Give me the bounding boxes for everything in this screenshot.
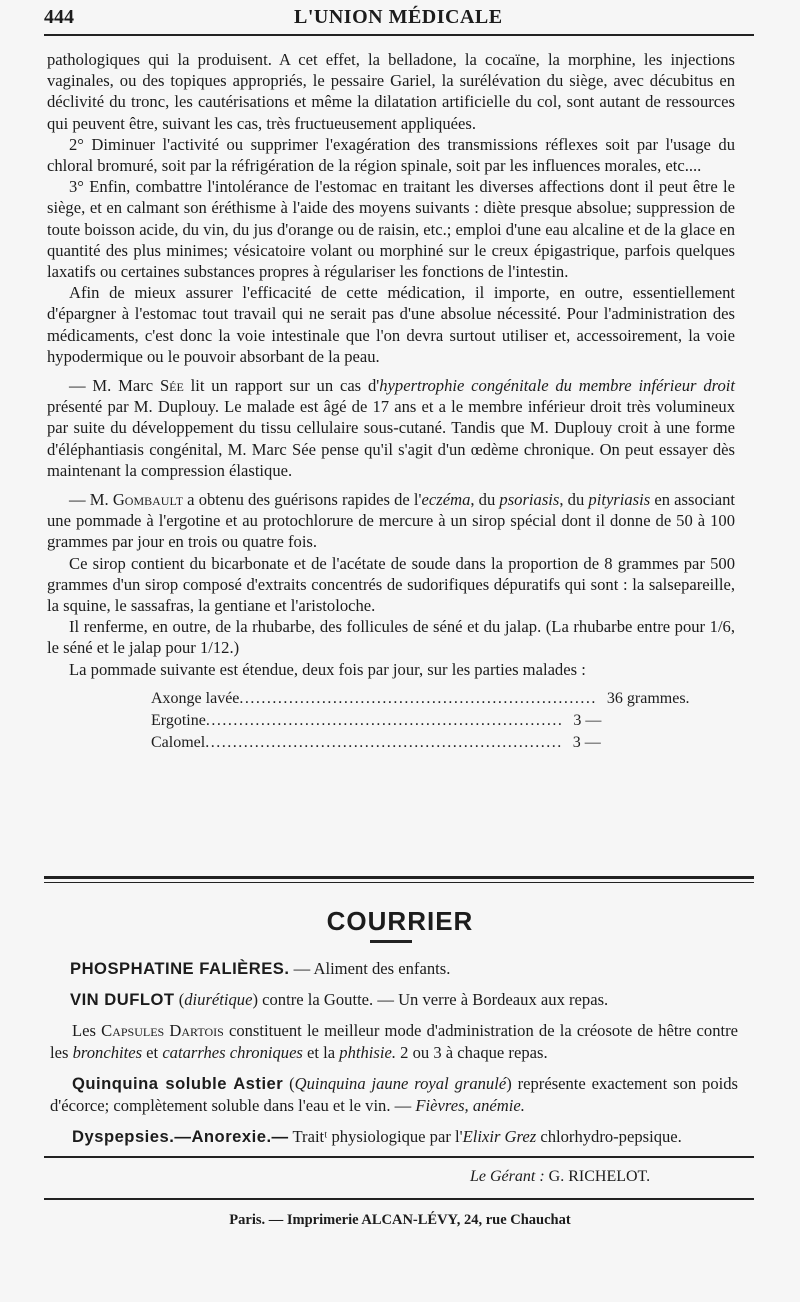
formula-dose: 3 — [573,711,602,729]
running-title: L'UNION MÉDICALE [294,6,503,28]
ad-text: 2 ou 3 à chaque repas. [396,1043,548,1062]
ad-italic: catarrhes chroniques [162,1043,303,1062]
ad-text: Traitᵗ physiologique par l' [288,1127,463,1146]
formula-ingredient: Ergotine [151,711,206,729]
page-number: 444 [44,6,74,28]
ad-text: Les [72,1021,102,1040]
ad-italic: phthisie. [339,1043,396,1062]
italic-term: pityriasis [588,490,651,510]
formula-ingredient: Axonge lavée [151,689,240,707]
header-rule [44,34,754,36]
paragraph-2: 2° Diminuer l'activité ou supprimer l'exagération des transmissions réflexes soit par l'usage du chloral bromuré, soit par la réfrigération de la région spinale, soit par les influences morales, etc.... [47,134,735,176]
gerant-signature [470,1168,650,1186]
ad-text: ( [174,990,185,1009]
paragraph-sirop: Ce sirop contient du bicarbonate et de l'acétate de soude dans la proportion de 8 grammes par 500 grammes d'un sirop composé d'extraits concentrés de sudorifiques dépuratifs qui sont : la salsepareille, la squine, le sassafras, la gentiane et l'aristoloche. [47,553,735,616]
formula-ingredient: Calomel [151,733,206,751]
formula-dose: 36 grammes. [606,689,690,707]
formula-table [151,688,690,754]
paragraph-4: Afin de mieux assurer l'efficacité de cette médication, il importe, en outre, essentiellement d'épargner à l'estomac tout travail qui ne serait pas d'une absolue nécessité. Pour l'administration des médicaments, c'est donc la voie intestinale que l'on devra surtout utiliser et, accessoirement, la voie hypodermique ou le pouvoir absorbant de la peau. [47,283,735,366]
formula-dose: 3 — [572,733,601,751]
ad-vin-duflot [50,989,738,1011]
courrier-ads [50,958,738,1157]
text: présenté par M. Duplouy. Le malade est âgé de 17 ans et a le membre inférieur droit très volumineux par suite du développement du tissu cellulaire sous-cutané. Tandis que M. Duplouy croit à une forme d'éléphantiasis congénital, M. Marc Sée pense qu'il s'agit d'un œdème chronique. On peut essayer dès maintenant la compression élastique. [47,397,735,480]
leader-dots: ................................................................. [239,689,597,707]
paragraph-see-report [47,375,735,481]
ad-italic: Elixir Grez [462,1127,537,1146]
paragraph-1: pathologiques qui la produisent. A cet effet, la belladone, la cocaïne, la morphine, les injections vaginales, ou des topiques appropriés, le pessaire Gariel, la surélévation du siège, avec décubitus en déclivité du tronc, les cautérisations et même la dilatation artificielle du col, sont autant de ressources qui peuvent être, suivant les cas, très fructueusement appliquées. [47,50,735,133]
ad-brand: Quinquina soluble Astier [72,1074,284,1093]
author-name: Sée [159,376,184,396]
italic-term: eczéma [421,490,471,510]
courrier-heading: COURRIER [326,906,474,936]
section-rule-thick [44,876,754,879]
ad-brand: PHOSPHATINE FALIÈRES. [70,959,290,978]
paragraph-rhubarbe: Il renferme, en outre, de la rhubarbe, des follicules de séné et du jalap. (La rhubarbe entre pour 1/6, le séné et le jalap pour 1/12.) [47,617,735,658]
gerant-label: Le Gérant : [470,1168,545,1185]
ad-brand: Capsules Dartois [101,1021,224,1040]
ad-italic: bronchites [72,1043,143,1062]
ad-text: et [142,1043,163,1062]
section-rule-thin [44,882,754,883]
gerant-name: G. RICHELOT. [544,1168,651,1185]
article-body [47,49,735,754]
paragraph-3: 3° Enfin, combattre l'intolérance de l'estomac en traitant les diverses affections dont il peut être le siège, et en calmant son éréthisme à l'aide des moyens suivants : diète presque absolue; suppression de toute boisson acide, du vin, du jus d'orange ou de raisin, etc.; emploi d'une eau alcaline et de la glace en quantité des plus minimes; vésicatoire volant ou morphiné sur le creux épigastrique, parfois quelques laxatifs ou certaines substances propres à régulariser les fonctions de l'intestin. [47,177,735,282]
formula-row [151,710,621,732]
formula-row [151,688,690,710]
ad-text: ) contre la Goutte. — Un verre à Bordeaux aux repas. [252,990,609,1009]
text: , du [470,490,500,510]
page-header [44,4,744,32]
footer-rule-top [44,1156,754,1158]
paragraph-pommade: La pommade suivante est étendue, deux fois par jour, sur les parties malades : [69,659,586,679]
heading-underline [370,940,412,943]
leader-dots: ................................................................. [205,711,564,729]
ad-text: chlorhydro-pepsique. [536,1127,682,1146]
ad-phosphatine [50,958,738,980]
leader-dots: ................................................................. [205,733,563,751]
ad-italic: Fièvres, anémie. [415,1096,525,1115]
text: — M. [69,490,113,510]
ad-capsules-dartois [50,1020,738,1064]
italic-term: hypertrophie congénitale du membre inférieur droit [379,376,735,396]
ad-brand: Dyspepsies.—Anorexie.— [72,1127,289,1146]
text: a obtenu des guérisons rapides de l' [183,490,422,510]
text: en associant une pommade à l'ergotine et au protochlorure de mercure à un sirop spécial dont il donne de 50 à 100 grammes par jour en trois ou quatre fois. [47,490,735,552]
ad-quinquina-astier [50,1073,738,1117]
text: lit un rapport sur un cas d' [183,376,380,396]
ad-brand: VIN DUFLOT [70,990,175,1009]
text: — M. Marc [69,376,160,396]
ad-text: constituent le meilleur mode d'administration de la créosote de hêtre contre les [50,1021,738,1062]
footer-rule-bottom [44,1198,754,1200]
ad-text: ) représente exactement son poids d'écorce; complètement soluble dans l'eau et le vin. — [50,1074,738,1115]
imprint-line: Paris. — Imprimerie ALCAN-LÉVY, 24, rue Chauchat [229,1212,571,1228]
ad-elixir-grez [50,1126,738,1148]
ad-text: — Aliment des enfants. [289,959,451,978]
formula-row [151,732,621,754]
ad-italic: Quinquina jaune royal granulé [294,1074,507,1093]
ad-text: et la [302,1043,340,1062]
author-name: Gombault [112,490,184,510]
ad-italic: diurétique [184,990,253,1009]
ad-text: ( [283,1074,295,1093]
paragraph-gombault [47,489,735,553]
text: , du [559,490,589,510]
italic-term: psoriasis [499,490,560,510]
